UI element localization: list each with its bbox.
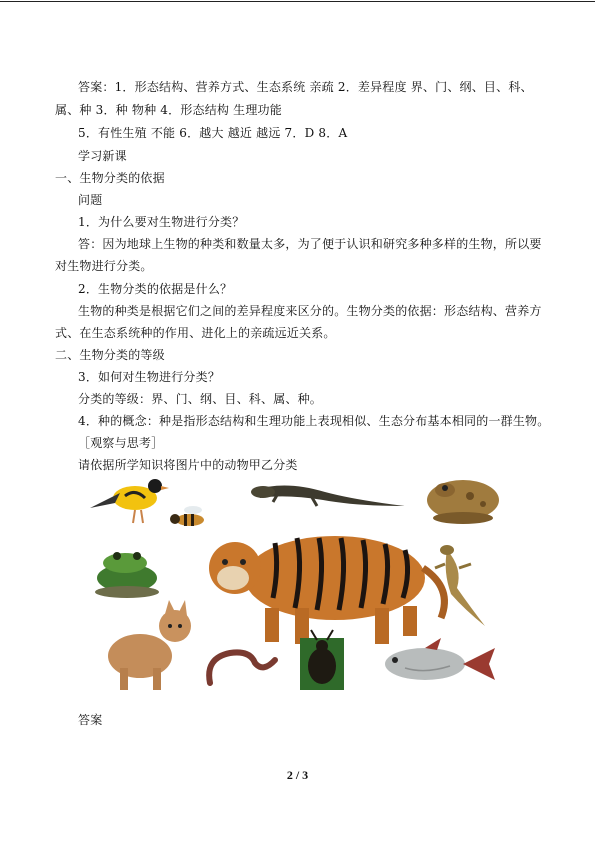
animal-figure [85, 468, 515, 698]
answer-1-line-2: 对生物进行分类。 [55, 259, 153, 273]
earthworm-icon [209, 652, 275, 683]
beetle-icon [300, 630, 344, 690]
answer-label: 答案 [78, 713, 103, 727]
label-question: 问题 [78, 193, 103, 207]
question-3: 3．如何对生物进行分类？ [78, 370, 221, 384]
lizard-icon [251, 485, 405, 506]
answer-line-2: 属、种 3．种 物种 4．形态结构 生理功能 [55, 103, 282, 117]
observe-think-label: ［观察与思考］ [78, 436, 164, 450]
fish-icon [385, 638, 495, 680]
answer-3: 分类的等级：界、门、纲、目、科、属、种。 [78, 392, 323, 406]
heading-classification-basis: 一、生物分类的依据 [55, 171, 165, 185]
frog-icon [95, 552, 159, 598]
answer-line-1: 答案：1．形态结构、营养方式、生态系统 亲疏 2．差异程度 界、门、纲、目、科、 [78, 80, 533, 94]
bee-icon [170, 506, 204, 526]
page-number: 2 / 3 [286, 768, 309, 782]
tiger-icon [209, 536, 444, 644]
answer-line-3: 5．有性生殖 不能 6．越大 越近 越远 7．D 8．A [78, 126, 348, 140]
header-rule [0, 1, 595, 2]
section-new-lesson: 学习新课 [78, 149, 127, 163]
heading-classification-levels: 二、生物分类的等级 [55, 348, 165, 362]
species-concept: 4．种的概念：种是指形态结构和生理功能上表现相似、生态分布基本相同的一群生物。 [78, 414, 550, 428]
question-1: 1．为什么要对生物进行分类？ [78, 215, 245, 229]
answer-1-line-1: 答：因为地球上生物的种类和数量太多，为了便于认识和研究多种多样的生物，所以要 [78, 237, 542, 251]
bird-icon [90, 479, 169, 523]
answer-2-line-2: 式、在生态系统种的作用、进化上的亲疏远近关系。 [55, 326, 336, 340]
cat-icon [108, 600, 191, 690]
question-2: 2．生物分类的依据是什么？ [78, 282, 233, 296]
figure-instruction: 请依据所学知识将图片中的动物甲乙分类 [78, 458, 298, 472]
answer-2-line-1: 生物的种类是根据它们之间的差异程度来区分的。生物分类的依据：形态结构、营养方 [78, 304, 542, 318]
toad-icon [427, 480, 499, 524]
